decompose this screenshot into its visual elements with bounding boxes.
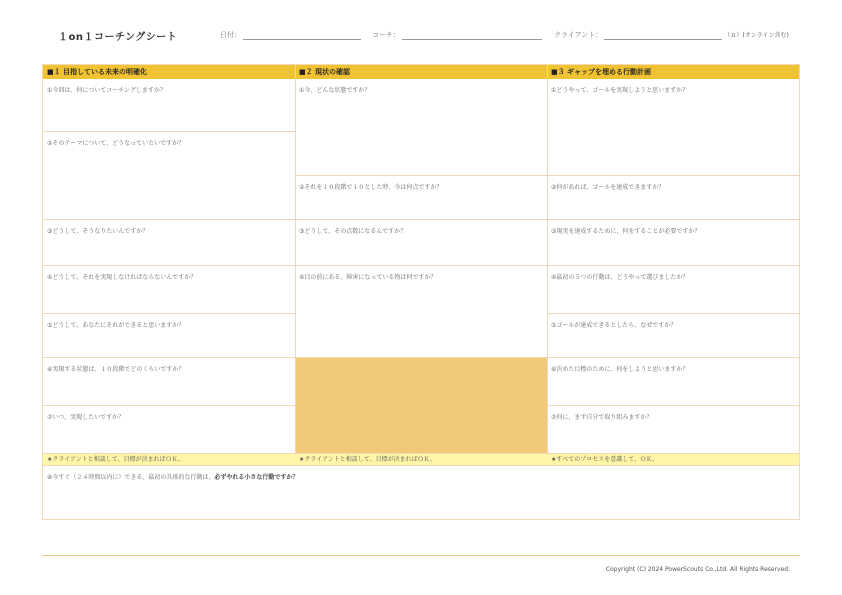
- column-action-heading: ■３ ギャップを埋める行動計画: [547, 65, 799, 79]
- column-goal: [43, 65, 295, 459]
- memo-text: ⑧今すぐ（２４時間以内に）できる、最初の具体的な行動は、: [47, 474, 215, 481]
- action-question-6[interactable]: ⑥決めた目標のために、何をしようと思いますか？: [547, 357, 799, 405]
- action-question-3[interactable]: ③現実を達成するために、何をすることが必要ですか？: [547, 219, 799, 265]
- column-current: [295, 65, 547, 459]
- column-goal-heading: ■１ 目指している未来の明確化: [43, 65, 295, 79]
- goal-question-2[interactable]: ②そのテーマについて、どうなっていたいですか？: [43, 131, 295, 219]
- action-question-5[interactable]: ⑤ゴールが達成できるとしたら、なぜですか？: [547, 313, 799, 357]
- action-question-4[interactable]: ④最初の５つの行動は、どうやって選びましたか？: [547, 265, 799, 313]
- current-question-4[interactable]: ④目の前にある、障害になっている物は何ですか？: [295, 265, 547, 357]
- coach-label: コーチ：: [372, 31, 400, 39]
- client-line[interactable]: [604, 31, 722, 40]
- date-label: 日付：: [220, 31, 241, 39]
- action-question-2[interactable]: ②何があれば、ゴールを達成できますか？: [547, 175, 799, 219]
- next-action-memo[interactable]: [43, 465, 799, 520]
- goal-question-4[interactable]: ④どうして、それを実現しなければならないんですか？: [43, 265, 295, 313]
- divider-1: [295, 65, 296, 459]
- action-question-1[interactable]: ①どうやって、ゴールを実現しようと思いますか？: [551, 87, 689, 94]
- goal-question-5[interactable]: ⑤どうして、あなたにそれができると思いますか？: [43, 313, 295, 357]
- action-note: ★すべてのプロセスを意識して、ＯＫ。: [547, 453, 799, 465]
- column-current-heading: ■２ 現状の確認: [295, 65, 547, 79]
- coach-field[interactable]: [372, 30, 542, 40]
- goal-question-6[interactable]: ⑥実現する状態は、１０段階でどのくらいですか？: [43, 357, 295, 405]
- current-question-3[interactable]: ③どうして、その点数になるんですか？: [295, 219, 547, 265]
- divider-2: [547, 65, 548, 459]
- sheet-header: [58, 28, 790, 46]
- coach-line[interactable]: [402, 31, 542, 40]
- goal-question-1[interactable]: ①今回は、何についてコーチングしますか？: [47, 87, 166, 94]
- date-line[interactable]: [243, 31, 361, 40]
- memo-emphasis: 必ずやれる小さな行動ですか？: [214, 474, 299, 481]
- goal-question-3[interactable]: ③どうして、そうなりたいんですか？: [43, 219, 295, 265]
- goal-question-7[interactable]: ⑦いつ、実現したいですか？: [43, 405, 295, 453]
- session-suffix: （ｎ）(オンライン含む): [724, 32, 789, 39]
- client-label: クライアント：: [554, 31, 603, 39]
- coaching-sheet-table: [42, 64, 800, 520]
- footer-rule: [42, 555, 800, 556]
- column-action: [547, 65, 799, 459]
- current-note: ★クライアントと相談して、目標が決まればＯＫ。: [295, 453, 547, 465]
- current-filled-block: [295, 357, 547, 453]
- current-question-1[interactable]: ①今、どんな状態ですか？: [299, 87, 371, 94]
- client-field[interactable]: [554, 30, 789, 40]
- date-field[interactable]: [220, 30, 361, 40]
- action-question-7[interactable]: ⑦何に、まず自分で取り組みますか？: [547, 405, 799, 453]
- sheet-title: １on１コーチングシート: [58, 32, 178, 43]
- current-question-2[interactable]: ②それを１０段階で１０とした時、今は何点ですか？: [295, 175, 547, 219]
- goal-note: ★クライアントと相談して、目標が決まればＯＫ。: [43, 453, 295, 465]
- copyright-text: Copyright (C) 2024 PowerScouts Co.,Ltd. All Rights Reserved.: [605, 566, 790, 573]
